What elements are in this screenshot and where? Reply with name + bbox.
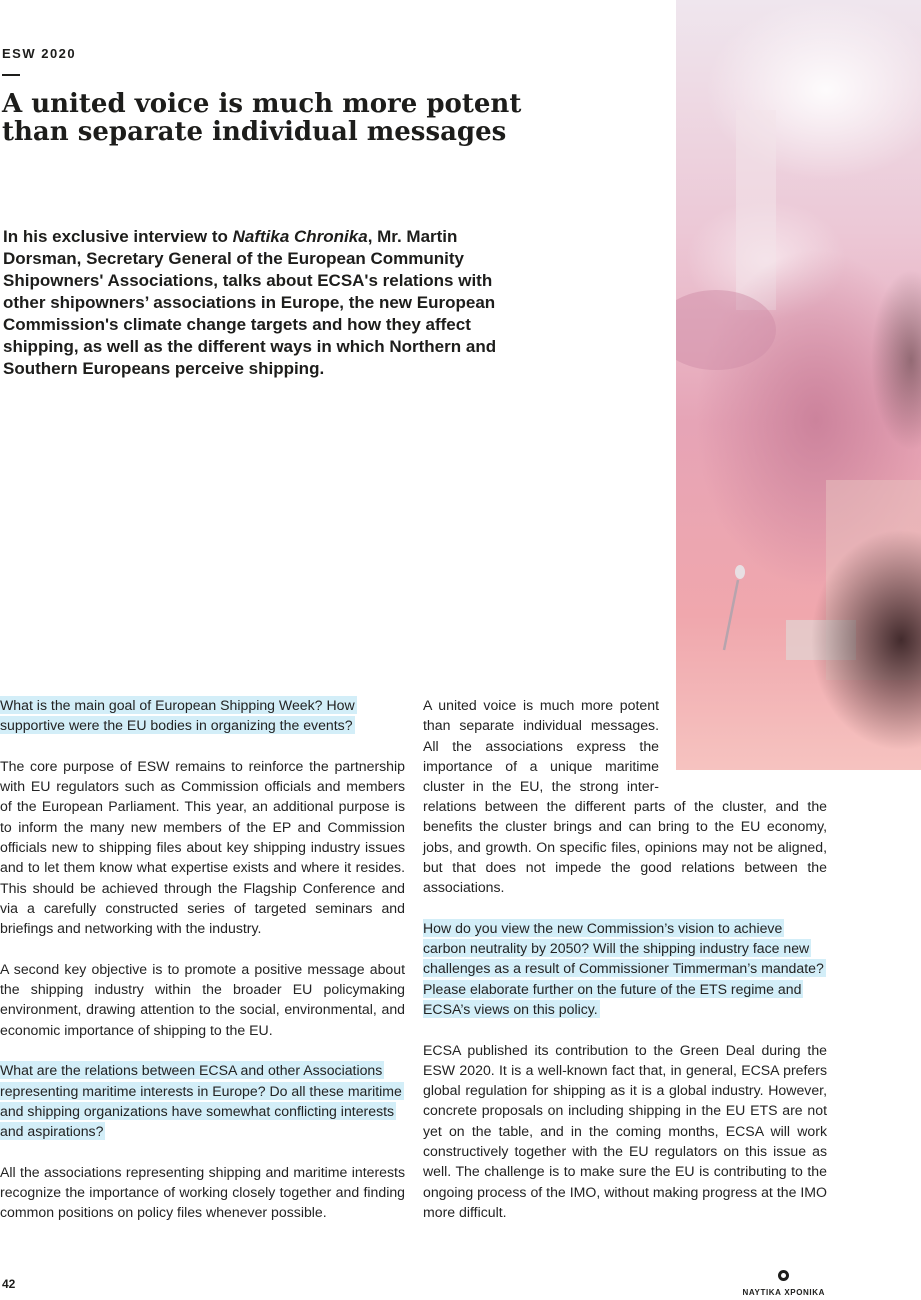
question-3 [423,918,827,1019]
publication-logo [743,1270,826,1300]
answer-1-paragraph-2: A second key objective is to promote a positive message about the shipping industry within the broader EU policymaking environment, drawing attention to the social, environmental, and economic importance of shipping to the EU. [0,960,405,1038]
conference-photo-image [676,0,921,770]
answer-2-paragraph-1: All the associations representing shipping and maritime interests recognize the importance of working closely together and finding common positions on policy files whenever possible. [0,1163,405,1221]
question-2-text: What are the relations between ECSA and other Associations representing maritime interests in Europe? Do all these maritime and shipping organizations have somewhat conflicting interests and aspirations? [0,1062,402,1140]
article-column-right-top [423,695,659,796]
intro-text-start: In his exclusive interview to [3,227,233,246]
answer-3-paragraph-1: ECSA published its contribution to the Green Deal during the ESW 2020. It is a well-known fact that, in general, ECSA prefers global regulation for shipping as it is a global industry. However, concrete proposals on including shipping in the EU ETS are not yet on the table, and in the coming months, ECSA will work constructively together with the EU regulators on this issue as well. The challenge is to make sure the EU is contributing to the ongoing process of the IMO, without making progress at the IMO more difficult. [423,1041,827,1220]
page-number: 42 [2,1277,16,1291]
publication-name-footer: ΝΑΥΤΙΚΑ ΧΡΟΝΙΚΑ [742,1288,825,1297]
question-1-text: What is the main goal of European Shipping Week? How supportive were the EU bodies in organizing the events? [0,697,355,734]
answer-2-paragraph-2-continued: relations between the different parts of the cluster, and the benefits the cluster brings and can bring to the EU economy, jobs, and growth. On specific files, opinions may not be aligned, but that does not impede the good relations between the associations. [423,798,827,896]
question-3-text: How do you view the new Commission’s vision to achieve carbon neutrality by 2050? Will the shipping industry face new challenges as a result of Commissioner Timmerman’s mandate? Please elaborate further on the future of the ETS regime and ECSA’s views on this policy. [423,919,824,1017]
answer-2-paragraph-2-lead: A united voice is much more potent than separate individual messages. All the associations express the importance of a unique maritime cluster in the EU, the strong inter- [423,697,659,795]
headline: A united voice is much more potent than separate individual messages [2,89,522,147]
article-column-left [0,695,405,1243]
intro-text-end: , Mr. Martin Dorsman, Secretary General of the European Community Shipowners' Associations, talks about ECSA's relations with other shipowners’ associations in Europe, the new European Commission's climate change targets and how they affect shipping, as well as the different ways in which Northern and Southern Europeans perceive shipping. [3,227,497,378]
hero-photo [676,0,921,770]
question-2 [0,1060,405,1141]
intro-lead [3,226,503,380]
question-1 [0,695,405,736]
answer-1-paragraph-1: The core purpose of ESW remains to reinforce the partnership with EU regulators such as Commission officials and members of the European Parliament. This year, an additional purpose is to inform the many new members of the EP and Commission officials new to shipping files about key shipping industry issues and to let them know what expertise exists and where it resides. This should be achieved through the Flagship Conference and via a carefully constructed series of targeted seminars and briefings and networking with the industry. [0,757,405,937]
publication-logo-icon [778,1270,789,1281]
section-label: ESW 2020 [2,46,77,61]
publication-name: Naftika Chronika [232,227,368,246]
article-column-right [423,796,827,1243]
section-divider [2,74,20,76]
